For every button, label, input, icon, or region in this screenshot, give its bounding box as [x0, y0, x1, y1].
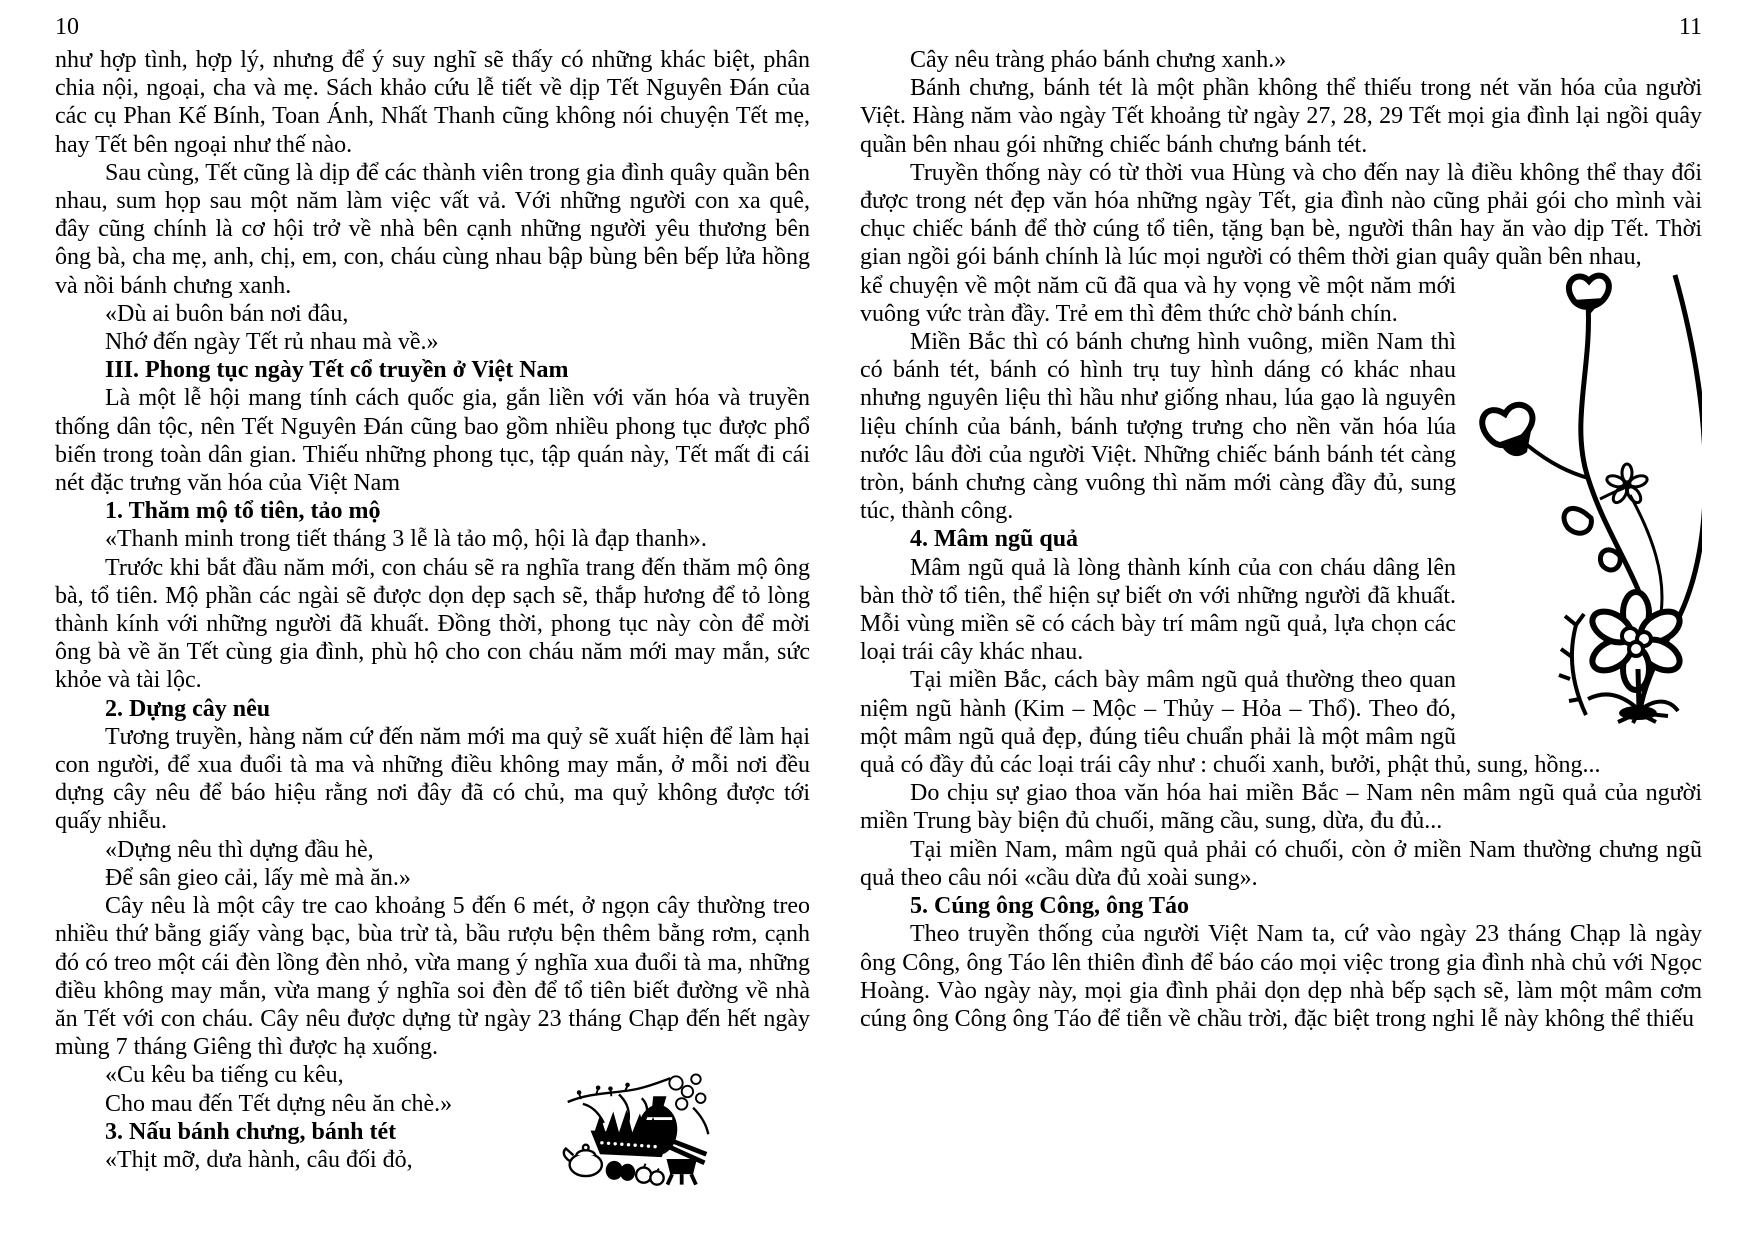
- section-heading: III. Phong tục ngày Tết cổ truyền ở Việt Nam: [105, 357, 569, 384]
- verse-line: «Cu kêu ba tiếng cu kêu,: [105, 1062, 344, 1089]
- verse-line: Nhớ đến ngày Tết rủ nhau mà về.»: [105, 329, 439, 356]
- paragraph: Tại miền Nam, mâm ngũ quả phải có chuối, còn ở miền Nam thường chưng ngũ quả theo câu nói «cầu dừa đủ xoài sung».: [860, 836, 1702, 891]
- page-number: 11: [1678, 14, 1702, 40]
- verse-line: «Dù ai buôn bán nơi đâu,: [105, 300, 349, 327]
- right-page-content: [860, 46, 1702, 1033]
- left-page: [55, 0, 810, 1241]
- paragraph: Trước khi bắt đầu năm mới, con cháu sẽ ra nghĩa trang đến thăm mộ ông bà, tổ tiên. Mộ phần các ngài sẽ được dọn dẹp sạch sẽ, thắp hương để tỏ lòng thành kính với những người đã khuất. Đồng thời, phong tục này còn để mời ông bà về ăn Tết cùng gia đình, phù hộ cho con cháu năm mới may mắn, sức khỏe và tài lộc.: [55, 554, 810, 694]
- paragraph: như hợp tình, hợp lý, nhưng để ý suy nghĩ sẽ thấy có những khác biệt, phân chia nội, ngoại, cha và mẹ. Sách khảo cứu lễ tiết về dịp Tết Nguyên Đán của các cụ Phan Kế Bính, Toan Ánh, Nhất Thanh cũng không nói chuyện Tết mẹ, hay Tết bên ngoại như thế nào.: [55, 47, 810, 158]
- flower-branch-icon: [1470, 272, 1702, 724]
- paragraph: Miền Bắc thì có bánh chưng hình vuông, miền Nam thì có bánh tét, bánh có hình trụ tuy hình dáng có khác nhau nhưng nguyên liệu thì hầu như giống nhau, lúa gạo là nguyên liệu chính của bánh, bánh tượng trưng cho nền văn hóa lúa nước lâu đời của người Việt. Những chiếc bánh bánh tét càng tròn, bánh chưng càng vuông thì năm mới càng đầy đủ, sung túc, thành công.: [860, 329, 1456, 525]
- paragraph: kể chuyện về một năm cũ đã qua và hy vọng về một năm mới vuông vức tràn đầy. Trẻ em thì đêm thức chờ bánh chín.: [860, 272, 1456, 327]
- verse-line: Để sân gieo cải, lấy mè mà ăn.»: [105, 864, 411, 891]
- paragraph: Cây nêu là một cây tre cao khoảng 5 đến 6 mét, ở ngọn cây thường treo nhiều thứ bằng giấy vàng bạc, bùa trừ tà, bầu rượu bện thêm bằng rơm, cạnh đó có treo một cái đèn lồng đèn nhỏ, vừa mang ý nghĩa xua đuổi tà ma, những điều không may mắn, vừa mang ý nghĩa soi đèn để tổ tiên biết đường về nhà ăn Tết với con cháu. Cây nêu được dựng từ ngày 23 tháng Chạp đến hết ngày mùng 7 tháng Giêng thì được hạ xuống.: [55, 893, 810, 1061]
- paragraph: Do chịu sự giao thoa văn hóa hai miền Bắc – Nam nên mâm ngũ quả của người miền Trung bày biện đủ chuối, mãng cầu, sung, dừa, đu đủ...: [860, 780, 1702, 835]
- paragraph: Tương truyền, hàng năm cứ đến năm mới ma quỷ sẽ xuất hiện để làm hại con người, để xua đuổi tà ma và những điều không may mắn, ở mỗi nơi đều dựng cây nêu để báo hiệu rằng nơi đây đã có chủ, ma quỷ không được tới quấy nhiễu.: [55, 723, 810, 835]
- paragraph: Truyền thống này có từ thời vua Hùng và cho đến nay là điều không thể thay đổi được trong nét đẹp văn hóa những ngày Tết, gia đình nào cũng phải gói cho mình vài chục chiếc bánh để thờ cúng tổ tiên, tặng bạn bè, người thân hay ăn vào dịp Tết. Thời gian ngồi gói bánh chính là lúc mọi người có thêm thời gian quây quần bên nhau,: [860, 159, 1702, 271]
- verse-line: «Dựng nêu thì dựng đầu hè,: [105, 836, 374, 863]
- section-heading: 3. Nấu bánh chưng, bánh tét: [105, 1118, 397, 1145]
- verse-line: Cho mau đến Tết dựng nêu ăn chè.»: [105, 1090, 453, 1117]
- paragraph: Theo truyền thống của người Việt Nam ta, cứ vào ngày 23 tháng Chạp là ngày ông Công, ông Táo lên thiên đình để báo cáo mọi việc trong gia đình nhà chủ với Ngọc Hoàng. Vào ngày này, mọi gia đình phải dọn dẹp nhà bếp sạch sẽ, làm một mâm cơm cúng ông Công ông Táo để tiễn về chầu trời, đặc biệt trong nghi lễ này không thể thiếu: [860, 921, 1702, 1032]
- paragraph: «Thanh minh trong tiết tháng 3 lễ là tảo mộ, hội là đạp thanh».: [105, 526, 707, 553]
- tet-still-life-icon: [562, 1065, 714, 1195]
- right-page: [860, 0, 1702, 1241]
- page-number: 10: [55, 14, 79, 40]
- paragraph: Là một lễ hội mang tính cách quốc gia, gắn liền với văn hóa và truyền thống dân tộc, nên Tết Nguyên Đán cũng bao gồm nhiều phong tục được phổ biến trong toàn dân gian. Thiếu những phong tục, tập quán này, Tết mất đi cái nét đặc trưng văn hóa của Việt Nam: [55, 385, 810, 497]
- paragraph: Tại miền Bắc, cách bày mâm ngũ quả thường theo quan niệm ngũ hành (Kim – Mộc – Thủy – Hỏa – Thổ). Theo đó, một mâm ngũ quả đẹp, đúng tiêu chuẩn phải là một mâm ngũ quả có đầy đủ các loại trái cây như : chuối xanh, bưởi, phật thủ, sung, hồng...: [860, 667, 1601, 779]
- still-life-illustration: [562, 1065, 714, 1195]
- verse-line: Cây nêu tràng pháo bánh chưng xanh.»: [910, 47, 1287, 73]
- paragraph: Mâm ngũ quả là lòng thành kính của con cháu dâng lên bàn thờ tổ tiên, thể hiện sự biết ơn với những người đã khuất. Mỗi vùng miền sẽ có cách bày trí mâm ngũ quả, lựa chọn các loại trái cây khác nhau.: [860, 554, 1456, 666]
- verse-line: «Thịt mỡ, dưa hành, câu đối đỏ,: [105, 1146, 413, 1173]
- left-page-content: [55, 46, 810, 1174]
- section-heading: 1. Thăm mộ tổ tiên, tảo mộ: [105, 498, 381, 525]
- paragraph: Sau cùng, Tết cũng là dịp để các thành viên trong gia đình quây quần bên nhau, sum họp sau một năm làm việc vất vả. Với những người con xa quê, đây cũng chính là cơ hội trở về nhà bên cạnh những người yêu thương bên ông bà, cha mẹ, anh, chị, em, con, cháu cùng nhau bập bùng bên bếp lửa hồng và nồi bánh chưng xanh.: [55, 159, 810, 299]
- section-heading: 2. Dựng cây nêu: [105, 695, 271, 722]
- section-heading: 4. Mâm ngũ quả: [910, 526, 1079, 553]
- paragraph: Bánh chưng, bánh tét là một phần không thể thiếu trong nét văn hóa của người Việt. Hàng năm vào ngày Tết khoảng từ ngày 27, 28, 29 Tết mọi gia đình lại ngồi quây quần bên nhau gói những chiếc bánh chưng bánh tét.: [860, 75, 1702, 158]
- flower-illustration: [1470, 272, 1702, 724]
- section-heading: 5. Cúng ông Công, ông Táo: [910, 893, 1189, 920]
